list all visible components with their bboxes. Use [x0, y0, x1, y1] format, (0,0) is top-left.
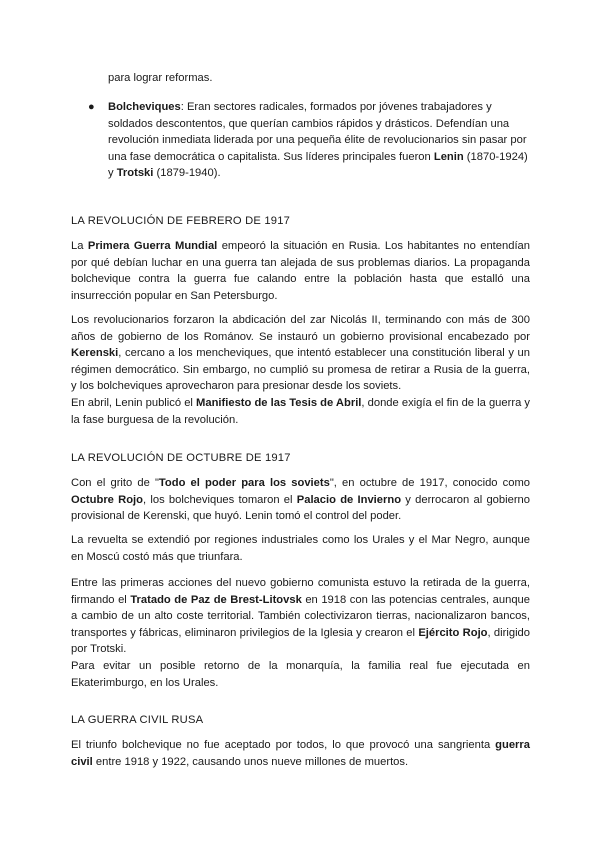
bold-term: Manifiesto de las Tesis de Abril	[196, 397, 362, 409]
bold-term: Bolcheviques	[108, 101, 181, 113]
paragraph	[71, 238, 530, 304]
text-run: La	[71, 240, 88, 252]
paragraph	[71, 532, 530, 565]
paragraph	[71, 737, 530, 770]
text-run: empeoró la situación en Rusia. Los habitantes no entendían por qué debían luchar en una guerra tan alejada de sus problemas diarios. La propaganda bolchevique contra la guerra fue calando entre la población hasta que estalló una insurrección popular en San Petersburgo.	[71, 240, 530, 302]
text-run: , donde exigía el fin de la guerra y la fase burguesa de la revolución.	[71, 397, 530, 426]
bold-term: Kerenski	[71, 347, 119, 359]
bold-term: Todo el poder para los soviets	[158, 477, 330, 489]
paragraph	[71, 395, 530, 428]
paragraph	[71, 575, 530, 658]
text-run: , los bolcheviques tomaron el	[143, 493, 297, 506]
paragraph	[71, 475, 530, 525]
text-run: Los revolucionarios forzaron la abdicación del zar Nicolás II, terminando con más de 300 años de gobierno de los Románov. Se instauró un gobierno provisional encabezado por	[71, 314, 530, 343]
text-run: entre 1918 y 1922, causando unos nueve millones de muertos.	[92, 755, 409, 768]
text-run: Para evitar un posible retorno de la monarquía, la familia real fue ejecutada en Ekaterimburgo, en los Urales.	[71, 660, 530, 689]
text-run: Con el grito de "	[71, 477, 159, 489]
paragraph	[71, 658, 530, 691]
text-run: Entre las primeras acciones del nuevo gobierno comunista estuvo la retirada de la guerra, firmando el	[71, 577, 530, 606]
bold-term: Lenin	[433, 150, 464, 163]
text-run: (1879-1940).	[153, 167, 221, 179]
bold-term: Tratado de Paz de Brest-Litovsk	[130, 593, 302, 606]
text-run: y derrocaron al gobierno provisional de Kerenski, que huyó. Lenin tomó el control del poder.	[71, 493, 530, 522]
paragraph	[71, 312, 530, 395]
heading-revolucion-febrero: LA REVOLUCIÓN DE FEBRERO DE 1917	[71, 215, 291, 227]
text-run: , cercano a los mencheviques, que intentó establecer una constitución liberal y un régimen democrático. Sin embargo, no cumplió su promesa de retirar a Rusia de la guerra, y los bolcheviques aprovecharon para presionar desde los soviets.	[71, 347, 530, 392]
text-run: , dirigido por Trotski.	[71, 626, 531, 655]
bold-term: Trotski	[116, 167, 154, 179]
text-run: en 1918 con las potencias centrales, aunque a cambio de un alto coste territorial. También colectivizaron tierras, nacionalizaron bancos, transportes y fábricas, eliminaron privilegios de la Iglesia y crearon el	[71, 593, 530, 639]
bullet-bolcheviques	[108, 99, 530, 182]
bullet-marker: ●	[88, 101, 95, 113]
bold-term: Primera Guerra Mundial	[87, 240, 218, 252]
bold-term: Octubre Rojo	[71, 493, 144, 506]
text-run: ", en octubre de 1917, conocido como	[329, 477, 531, 489]
bold-term: Ejército Rojo	[418, 626, 488, 639]
text-run: En abril, Lenin publicó el	[71, 397, 197, 409]
text-run: El triunfo bolchevique no fue aceptado por todos, lo que provocó una sangrienta	[71, 739, 496, 751]
heading-guerra-civil: LA GUERRA CIVIL RUSA	[71, 714, 204, 726]
heading-revolucion-octubre: LA REVOLUCIÓN DE OCTUBRE DE 1917	[71, 452, 291, 464]
text-run: : Eran sectores radicales, formados por jóvenes trabajadores y soldados descontentos, que querían cambios rápidos y drásticos. Defendían una revolución inmediata liderada por una pequeña élite de revolucionarios sin pasar por una fase democrática o capitalista. Sus líderes principales fueron	[108, 101, 527, 163]
bullet-continuation: para lograr reformas.	[108, 72, 213, 84]
text-run: La revuelta se extendió por regiones industriales como los Urales y el Mar Negro, aunque en Moscú costó más que triunfara.	[71, 534, 530, 563]
text-run: (1870-1924) y	[108, 150, 528, 179]
bold-term: Palacio de Invierno	[296, 493, 402, 506]
bold-term: guerra civil	[71, 739, 530, 768]
